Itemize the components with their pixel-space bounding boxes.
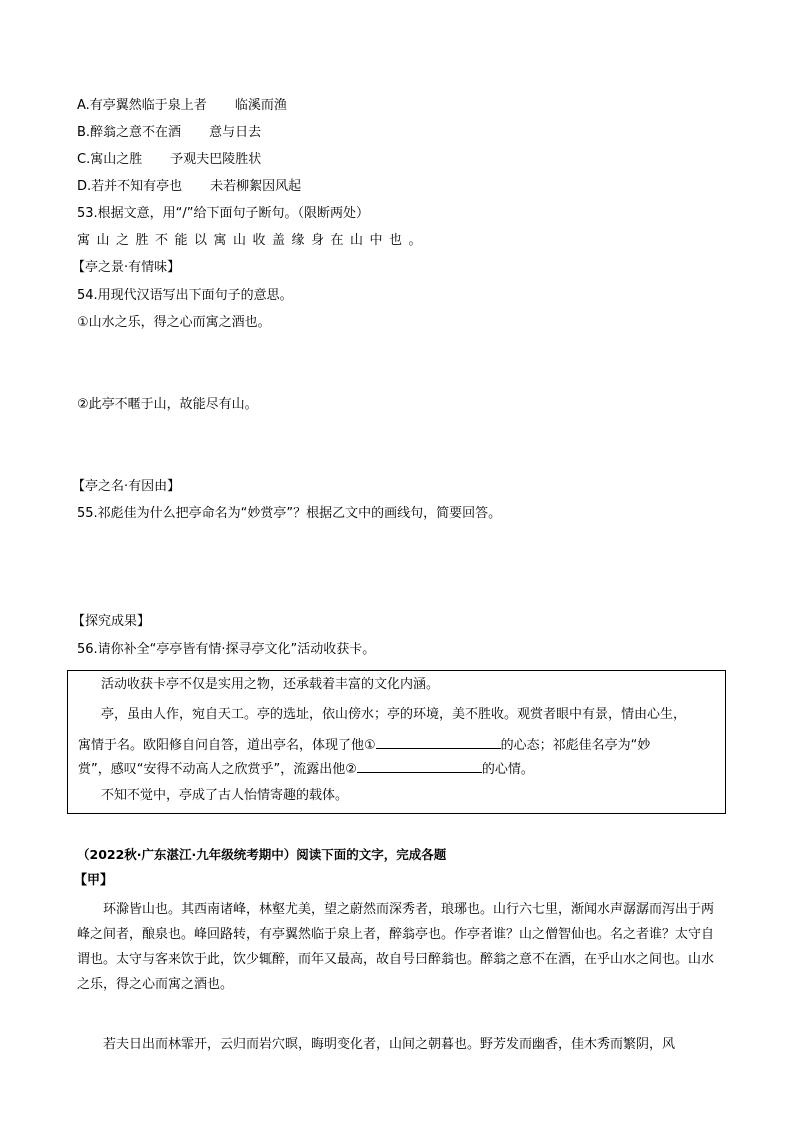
option-b-right: 意与日去 [209,125,262,140]
card-line-4 [78,760,534,779]
section-heading-scene: 【亭之景·有情味】 [72,260,181,275]
option-a-left: A.有亭翼然临于泉上者 [77,98,207,113]
option-d-left: D.若并不知有亭也 [77,179,183,194]
option-d-right: 未若柳絮因风起 [210,179,302,194]
option-c-right: 予观夫巴陵胜状 [170,152,262,167]
q53-prompt: 53.根据文意，用“/”给下面句子断句。（限断两处） [77,206,370,221]
passage-paragraph-1: 环滁皆山也。其西南诸峰，林壑尤美，望之蔚然而深秀者，琅琊也。山行六七里，渐闻水声潺潺而泻出于两峰之间者，酿泉也。峰回路转，有亭翼然临于泉上者，醉翁亭也。作亭者谁？山之僧智仙也。名之者谁？太守自谓也。太守与客来饮于此，饮少辄醉，而年又最高，故自号曰醉翁也。醉翁之意不在酒，在乎山水之间也。山水之乐，得之心而寓之酒也。 [77,902,715,992]
blank-2[interactable] [357,760,482,773]
card-line-2: 亭，虽由人作，宛自天工。亭的选址，依山傍水；亭的环境，美不胜收。观赏者眼中有景，情由心生， [101,707,687,722]
card-line-4-tail: 的心情。 [481,762,534,777]
option-c-left: C.寓山之胜 [77,152,143,167]
section-heading-results: 【探究成果】 [72,614,151,629]
blank-1[interactable] [376,736,501,749]
option-b-left: B.醉翁之意不在酒 [77,125,182,140]
q53-sentence: 寓山之胜不能以寓山收盖缘身在山中也。 [77,233,429,248]
q56-prompt: 56.请你补全“亭亭皆有情·探寻亭文化”活动收获卡。 [77,642,376,657]
source-line: （2022秋·广东湛江·九年级统考期中）阅读下面的文字，完成各题 [77,847,447,862]
option-a [77,97,287,115]
q54-item1: ①山水之乐，得之心而寓之酒也。 [77,315,271,330]
activity-card [67,670,726,814]
jia-label: 【甲】 [74,873,114,888]
q54-item2: ②此亭不暱于山，故能尽有山。 [77,397,258,412]
card-line-3-text: 寓情于名。欧阳修自问自答，道出亭名，体现了他① [78,738,376,753]
option-c [77,151,261,169]
section-heading-name: 【亭之名·有因由】 [72,479,181,494]
option-d [77,178,301,196]
card-line-3 [78,736,650,755]
option-b [77,124,261,142]
card-line-3-tail: 的心态；祁彪佳名亭为“妙 [500,738,651,753]
card-line-4-text: 赏”，感叹“安得不动高人之欣赏乎”，流露出他② [78,762,357,777]
card-line-5: 不知不觉中，亭成了古人怡情寄趣的载体。 [101,788,349,803]
card-line-1: 活动收获卡亭不仅是实用之物，还承载着丰富的文化内涵。 [101,677,440,692]
option-a-right: 临溪而渔 [234,98,287,113]
q55-prompt: 55.祁彪佳为什么把亭命名为“妙赏亭”？根据乙文中的画线句，简要回答。 [77,506,502,521]
passage-paragraph-2: 若夫日出而林霏开，云归而岩穴暝，晦明变化者，山间之朝暮也。野芳发而幽香，佳木秀而繁阴，风 [103,1037,676,1052]
q54-prompt: 54.用现代汉语写出下面句子的意思。 [77,288,293,303]
